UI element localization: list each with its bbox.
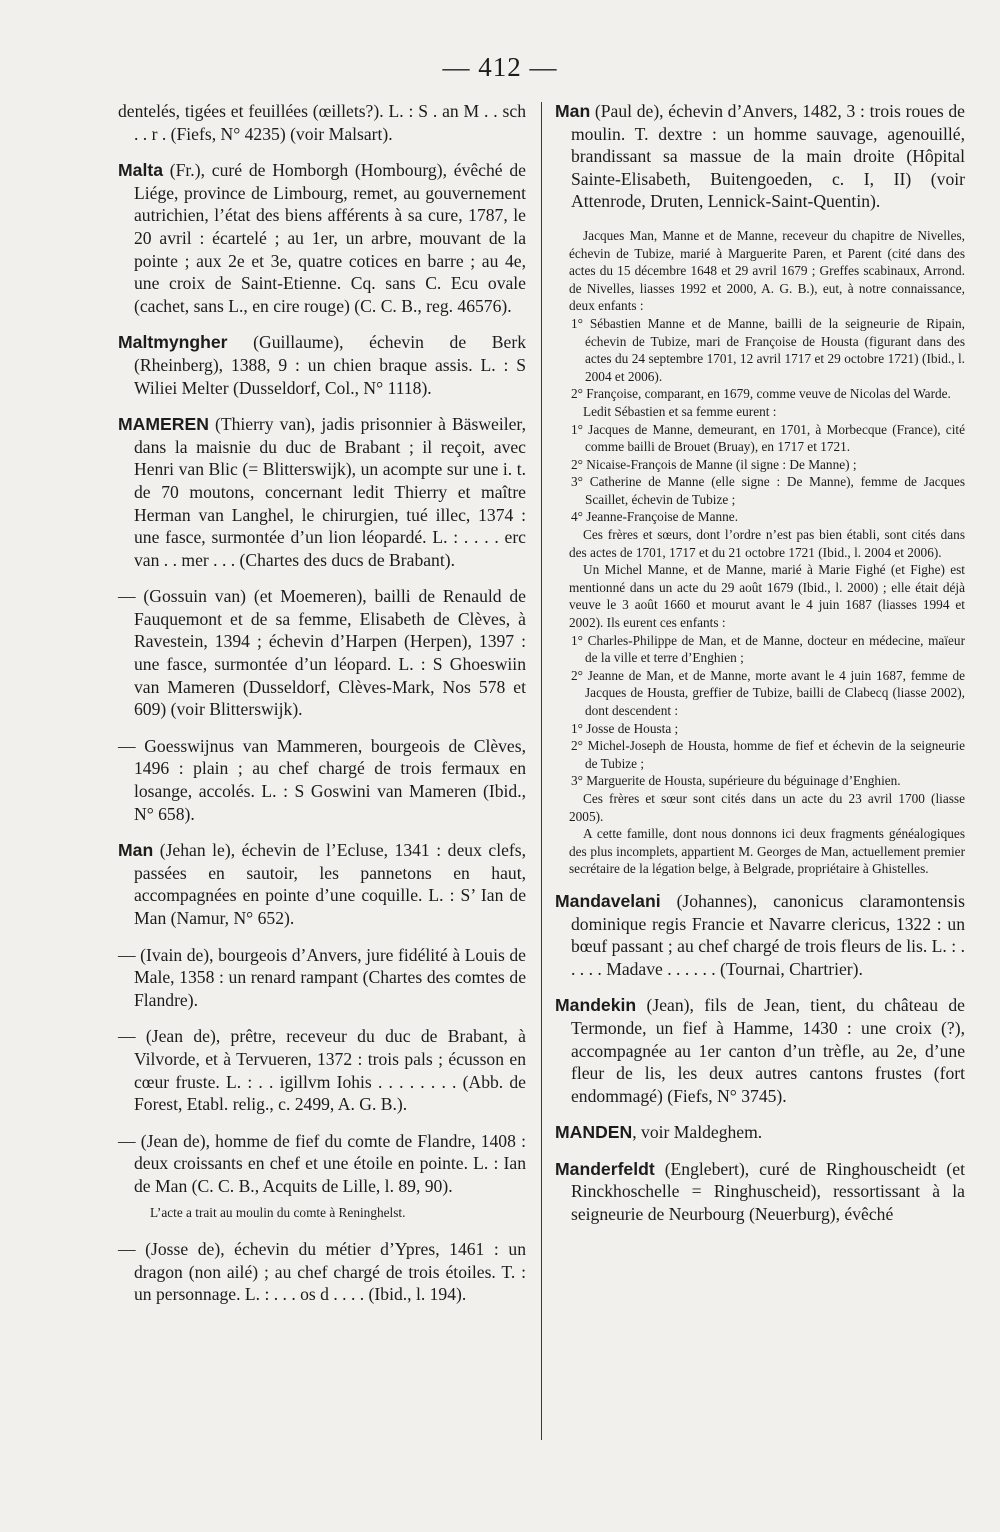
entry [118,839,526,929]
genealogy-line: 2° Nicaise-François de Manne (il signe : De Manne) ; [571,456,857,472]
genealogy-line: Ces frères et sœurs, dont l’ordre n’est pas bien établi, sont cités dans des actes de 1701, 1717 et du 21 octobre 1721 (Ibid., l. 2004 et 2006). [569,527,965,560]
entry-text: (Englebert), curé de Ringhouscheidt (et Rinckhoschelle = Ringhuscheid), ressortissant à la seigneurie de Neurbourg (Neuerburg), évêché [571,1158,965,1225]
entry-text: — (Gossuin van) (et Moemeren), bailli de Renauld de Fauquemont et de sa femme, Elisabeth de Clèves, à Ravestein, 1394 ; échevin d’Harpen (Herpen), 1397 : une fasce, surmontée d’un léopard. L. : S Ghoeswiin van Mameren (Dusseldorf, Clèves-Mark, Nos 578 et 609) (voir Blitterswijk). [118,586,526,720]
right-column [555,100,965,1240]
genealogy-line: 2° Michel-Joseph de Housta, homme de fief et échevin de la seigneurie de Tubize ; [571,738,965,771]
entry-heading: MANDEN [555,1122,633,1143]
genealogy-line: 1° Sébastien Manne et de Manne, bailli de la seigneurie de Ripain, échevin de Tubize, mari de Françoise de Housta (figurant dans des actes du 24 septembre 1701, 12 avril 1717 et 29 octobre 1721) (Ibid., l. 2004 et 2006). [571,315,965,384]
entry [118,1025,526,1115]
entry-heading: Manderfeldt [555,1158,655,1179]
genealogy-line: 1° Charles-Philippe de Man, et de Manne, docteur en médecine, maïeur de la ville et terre d’Enghien ; [571,632,965,666]
column-divider [541,102,542,1440]
entry-text: (Jean), fils de Jean, tient, du château de Termonde, un fief à Hamme, 1430 : une croix (?), accompagnée au 1er canton d’un trèfle, au 2e, d’une fleur de lis, les deux autres cantons frustes (fort endommagé) (Fiefs, N° 3745). [571,995,965,1106]
entry [118,1238,526,1306]
entry-note: L’acte a trait au moulin du comte à Reninghelst. [150,1204,406,1220]
entry-heading: Malta [118,160,163,181]
genealogy-line: 2° Jeanne de Man, et de Manne, morte avant le 4 juin 1687, femme de Jacques de Housta, greffier de Tubize, bailli de Clabecq (liasse 2002), dont descendent : [571,667,965,718]
genealogy-line: Ces frères et sœur sont cités dans un acte du 23 avril 1700 (liasse 2005). [569,790,965,824]
entry [555,1158,965,1226]
entry-text: — (Jean de), prêtre, receveur du duc de Brabant, à Vilvorde, et à Tervueren, 1372 : trois pals ; écusson en cœur fruste. L. : . . igillvm Iohis . . . . . . . . (Abb. de Forest, Etabl. relig., c. 2499, A. G. B.). [118,1026,526,1115]
entry-text: — (Josse de), échevin du métier d’Ypres, 1461 : un dragon (non ailé) ; au chef chargé de trois étoiles. T. : un personnage. L. : . . . os d . . . . (Ibid., l. 194). [118,1239,526,1305]
entry-heading: Maltmyngher [118,332,228,353]
genealogy-line: Un Michel Manne, et de Manne, marié à Marie Fighé (et Fighe) est mentionné dans un acte du 29 août 1679 (Ibid., l. 2000) ; elle était déjà veuve le 3 août 1660 et mourut avant le 4 juin 1687 (liasses 1994 et 2002). Ils eurent ces enfants : [569,562,965,631]
entry-text: — (Ivain de), bourgeois d’Anvers, jure fidélité à Louis de Male, 1358 : un renard rampant (Chartes des comtes de Flandre). [118,944,526,1010]
genealogy-line: Ledit Sébastien et sa femme eurent : [583,403,777,419]
genealogy-line: 4° Jeanne-Françoise de Manne. [571,509,739,525]
entry-heading: Man [555,101,591,121]
genealogy-line: 1° Josse de Housta ; [571,720,679,736]
entry [555,100,965,213]
genealogy-line: 3° Catherine de Manne (elle signe : De Manne), femme de Jacques Scaillet, échevin de Tubize ; [571,474,965,507]
entry-heading: Mandavelani [555,890,661,911]
entry-text: (Guillaume), échevin de Berk (Rheinberg), 1388, 9 : un chien braque assis. L. : S Wiliei Melter (Dusseldorf, Col., N° 1118). [134,332,526,398]
entry-text: (Johannes), canonicus claramontensis dominique regis Francie et Navarre clericus, 1322 : un bœuf passant ; au chef chargé de trois fleurs de lis. L. : . . . . . Madave . . . . . . (Tournai, Chartrier). [571,890,965,979]
entry [118,735,526,825]
entry [118,944,526,1012]
entry [555,890,965,980]
entry [118,1130,526,1224]
entry-text: (Fr.), curé de Homborgh (Hombourg), évêché de Liége, province de Limbourg, remet, au gouvernement autrichien, l’état des biens afférents à sa cure, 1787, le 20 avril : écartelé ; au 1er, un arbre, mouvant de la pointe ; aux 2e et 3e, quatre cotices en barre ; au 4e, une croix de Saint-Etienne. Cq. sans C. Ecu ovale (cachet, sans L., en cire rouge) (C. C. B., reg. 46576). [134,160,526,316]
left-column [118,100,526,1320]
entry [555,994,965,1107]
genealogy-line: 3° Marguerite de Housta, supérieure du béguinage d’Enghien. [571,773,901,789]
entry [118,413,526,571]
genealogy-line: 1° Jacques de Manne, demeurant, en 1701, à Morbecque (France), cité comme bailli de Brouet (Bruay), en 1717 et 1721. [571,421,965,455]
entry [118,159,526,317]
genealogy-line: 2° Françoise, comparant, en 1679, comme veuve de Nicolas del Warde. [571,386,951,402]
genealogy-notes [555,227,965,878]
entry-text: (Thierry van), jadis prisonnier à Bäsweiler, dans la maisnie du duc de Brabant ; il reçoit, avec Henri van Blic (= Blitterswijk), un acompte sur une i. t. de 70 moutons, concernant ledit Thierry et maître Herman van Langhel, le chirurgien, tué illec, 1374 : une fasce, surmontée d’un lion léopardé. L. : . . . . erc van . . mer . . . (Chartes des ducs de Brabant). [134,414,526,570]
genealogy-line: Jacques Man, Manne et de Manne, receveur du chapitre de Nivelles, échevin de Tubize, marié à Marguerite Paren, et Parent (cité dans des actes du 15 décembre 1648 et 29 avril 1679 ; Greffes scabinaux, Arrond. de Nivelles, liasses 1992 et 2000, A. G. B.), eut, à notre connaissance, deux enfants : [569,227,965,314]
entry-heading: Mandekin [555,995,637,1016]
entry-heading: Man [118,840,154,861]
entry-text: dentelés, tigées et feuillées (œillets?). L. : S . an M . . sch . . r . (Fiefs, N° 4235) (voir Malsart). [118,101,526,144]
genealogy-line: A cette famille, dont nous donnons ici deux fragments généalogiques des plus incomplets, appartient M. Georges de Man, actuellement premier secrétaire de la légation belge, à Belgrade, propriétaire à Ghistelles. [569,826,965,877]
page-number: — 412 — [442,52,558,82]
entry-text: , voir Maldeghem. [632,1122,763,1143]
entry [555,1121,965,1144]
entry-text: (Paul de), échevin d’Anvers, 1482, 3 : trois roues de moulin. T. dextre : un homme sauvage, agenouillé, brandissant sa massue de la main droite (Hôpital Sainte-Elisabeth, Buitengoeden, c. I, II) (voir Attenrode, Druten, Lennick-Saint-Quentin). [571,101,965,212]
entry [118,585,526,721]
entry-text: — (Jean de), homme de fief du comte de Flandre, 1408 : deux croissants en chef et une étoile en pointe. L. : Ian de Man (C. C. B., Acquits de Lille, l. 89, 90). [118,1130,526,1196]
entry [118,100,526,145]
entry-heading: MAMEREN [118,414,209,435]
entry-text: — Goesswijnus van Mammeren, bourgeois de Clèves, 1496 : plain ; au chef chargé de trois fermaux en losange, accolés. L. : S Goswini van Mameren (Ibid., N° 658). [118,735,526,824]
entry-text: (Jehan le), échevin de l’Ecluse, 1341 : deux clefs, passées en sautoir, les pannetons en haut, accompagnées en pointe d’une coquille. L. : S’ Ian de Man (Namur, N° 652). [134,840,526,928]
entry [118,331,526,399]
